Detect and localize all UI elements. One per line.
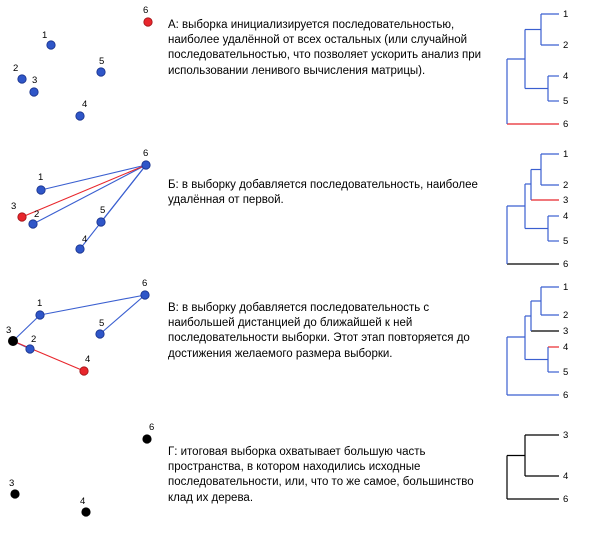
scatter-plot-b [0, 140, 165, 273]
svg-text:6: 6 [563, 259, 569, 270]
scatter-edge-6-2 [33, 165, 146, 224]
scatter-label-3: 3 [11, 201, 17, 212]
svg-text:3: 3 [563, 195, 569, 206]
svg-text:4: 4 [563, 211, 569, 222]
svg-text:5: 5 [563, 236, 569, 247]
svg-text:5: 5 [563, 96, 569, 107]
scatter-label-2: 2 [13, 63, 19, 74]
scatter-label-2: 2 [31, 334, 37, 345]
scatter-node-6 [142, 434, 151, 443]
svg-text:3: 3 [563, 430, 569, 441]
scatter-node-5 [97, 218, 105, 226]
scatter-node-4 [76, 112, 84, 120]
panel-c-caption: В: в выборку добавляется последовательность с наибольшей дистанцией до ближайшей к ней последовательности выборки. Этот этап повторяется до достижения желаемого размера выборки. [168, 302, 470, 360]
scatter-edge-6-5 [100, 295, 145, 334]
scatter-node-2 [29, 220, 37, 228]
panel-b-caption: Б: в выборку добавляется последовательность, наиболее удалённая от первой. [168, 179, 478, 207]
scatter-node-4 [81, 507, 90, 516]
scatter-label-4: 4 [80, 496, 86, 507]
panel-a-caption: А: выборка инициализируется последовательностью, наиболее удалённой от всех остальных (или случайной последовательностью, что позволяет ускорить анализ при использовании ленивого вычисления матрицы). [168, 19, 482, 77]
panel-d [0, 407, 603, 545]
tree-d [481, 407, 601, 545]
svg-text:2: 2 [563, 310, 569, 321]
panel-b [0, 140, 603, 273]
scatter-node-5 [97, 68, 105, 76]
scatter-plot-d [0, 407, 165, 545]
scatter-svg-b [0, 140, 165, 273]
scatter-edge-6-1 [41, 165, 146, 190]
scatter-label-1: 1 [37, 298, 43, 309]
svg-text:6: 6 [563, 390, 569, 401]
svg-text:4: 4 [563, 471, 569, 482]
scatter-node-3 [18, 213, 26, 221]
scatter-label-3: 3 [32, 75, 38, 86]
panel-a [0, 0, 603, 140]
scatter-label-4: 4 [85, 354, 91, 365]
scatter-label-5: 5 [99, 56, 105, 67]
scatter-label-3: 3 [6, 325, 12, 336]
tree-svg-a [481, 0, 601, 140]
tree-svg-d [481, 407, 601, 545]
scatter-plot-c [0, 273, 165, 407]
svg-text:6: 6 [563, 494, 569, 505]
scatter-label-6: 6 [149, 422, 155, 433]
svg-text:4: 4 [563, 71, 569, 82]
scatter-label-1: 1 [42, 30, 48, 41]
scatter-node-3 [30, 88, 38, 96]
scatter-edge-3-4 [13, 341, 84, 371]
scatter-node-3 [10, 489, 19, 498]
scatter-label-4: 4 [82, 234, 88, 245]
svg-text:4: 4 [563, 342, 569, 353]
scatter-node-1 [37, 186, 45, 194]
scatter-node-4 [80, 367, 88, 375]
scatter-label-3: 3 [9, 478, 15, 489]
svg-text:1: 1 [563, 149, 569, 160]
panel-d-caption: Г: итоговая выборка охватывает большую часть пространства, в котором находились исходные последовательности, или, что то же самое, большинство клад их дерева. [168, 446, 474, 504]
scatter-node-6 [144, 18, 152, 26]
scatter-svg-d [0, 407, 165, 545]
scatter-label-5: 5 [99, 318, 105, 329]
scatter-svg-a [0, 0, 165, 140]
tree-svg-b [481, 140, 601, 273]
scatter-label-6: 6 [143, 148, 149, 159]
tree-svg-c [481, 273, 601, 407]
scatter-plot-a [0, 0, 165, 140]
scatter-label-4: 4 [82, 99, 88, 110]
scatter-node-4 [76, 245, 84, 253]
svg-text:3: 3 [563, 326, 569, 337]
svg-text:1: 1 [563, 9, 569, 20]
scatter-node-2 [26, 345, 34, 353]
scatter-node-2 [18, 75, 26, 83]
scatter-label-2: 2 [34, 209, 40, 220]
tree-a [481, 0, 601, 140]
svg-text:1: 1 [563, 282, 569, 293]
panel-c [0, 273, 603, 407]
scatter-svg-c [0, 273, 165, 407]
scatter-node-1 [36, 311, 44, 319]
scatter-label-1: 1 [38, 172, 44, 183]
svg-text:2: 2 [563, 40, 569, 51]
svg-text:6: 6 [563, 119, 569, 130]
scatter-edge-6-1 [40, 295, 145, 315]
scatter-node-6 [141, 291, 149, 299]
scatter-node-3 [8, 336, 18, 346]
svg-text:5: 5 [563, 367, 569, 378]
scatter-label-5: 5 [100, 205, 106, 216]
scatter-node-6 [142, 161, 150, 169]
scatter-node-5 [96, 330, 104, 338]
scatter-label-6: 6 [142, 278, 148, 289]
tree-c [481, 273, 601, 407]
tree-b [481, 140, 601, 273]
scatter-node-1 [47, 41, 55, 49]
svg-text:2: 2 [563, 180, 569, 191]
scatter-label-6: 6 [143, 5, 149, 16]
